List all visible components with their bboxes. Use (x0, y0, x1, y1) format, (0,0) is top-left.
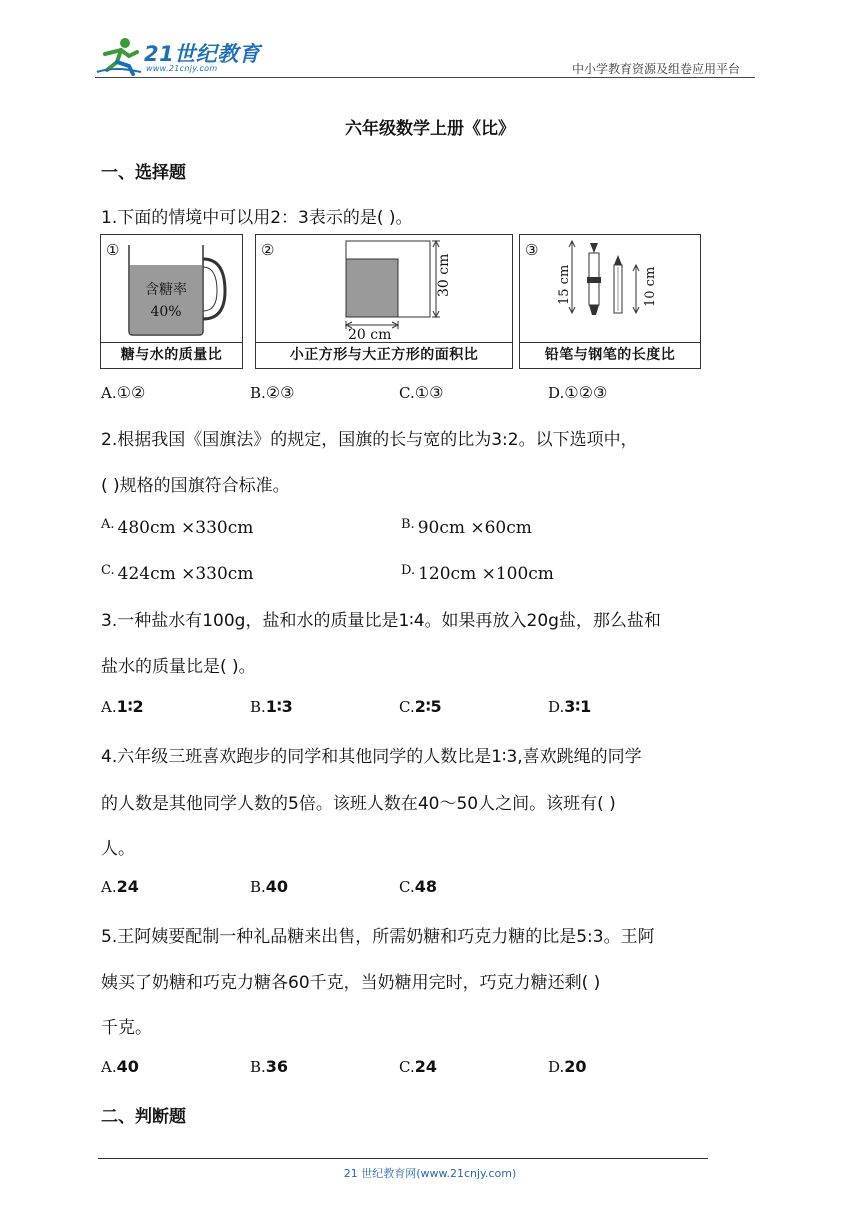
question-4-line-3: 人。 (101, 839, 135, 859)
header-tagline: 中小学教育资源及组卷应用平台 (572, 62, 741, 76)
question-3-line-2: 盐水的质量比是( )。 (101, 657, 256, 677)
question-4-line-1: 4.六年级三班喜欢跑步的同学和其他同学的人数比是1∶3,喜欢跳绳的同学 (101, 747, 642, 767)
q3-option-b[interactable]: B.1∶3 (250, 697, 293, 716)
q3-option-c[interactable]: C.2∶5 (399, 697, 442, 716)
question-5-line-1: 5.王阿姨要配制一种礼品糖来出售，所需奶糖和巧克力糖的比是5:3。王阿 (101, 927, 655, 947)
question-3-line-1: 3.一种盐水有100g，盐和水的质量比是1∶4。如果再放入20g盐，那么盐和 (101, 611, 661, 631)
panel-caption: 铅笔与钢笔的长度比 (520, 342, 700, 368)
q1-option-a[interactable]: A.①② (101, 383, 146, 402)
q1-option-d[interactable]: D.①②③ (548, 383, 608, 402)
panel-number: ① (106, 241, 120, 259)
q5-option-c[interactable]: C.24 (399, 1057, 437, 1076)
q2-option-c[interactable]: $^{C.}$ 424cm ×330cm (101, 563, 254, 584)
dim-width: 20 cm (348, 327, 392, 341)
panel-caption: 小正方形与大正方形的面积比 (256, 342, 512, 368)
logo-url: www.21cnjy.com (146, 64, 218, 73)
q3-option-d[interactable]: D.3∶1 (548, 697, 592, 716)
q4-option-a[interactable]: A.24 (101, 877, 139, 896)
q5-option-a[interactable]: A.40 (101, 1057, 139, 1076)
q1-option-b[interactable]: B.②③ (250, 383, 295, 402)
q5-option-d[interactable]: D.20 (548, 1057, 587, 1076)
q2-option-b[interactable]: $^{B.}$ 90cm ×60cm (401, 517, 532, 538)
section-heading-judgement: 二、判断题 (101, 1107, 186, 1127)
q1-panel-1 (100, 234, 243, 369)
footer-text: 21 世纪教育网(www.21cnjy.com) (343, 1167, 517, 1180)
dim-pen: 15 cm (557, 264, 572, 305)
panel-number: ② (261, 241, 275, 259)
q2-option-d[interactable]: $^{D.}$ 120cm ×100cm (401, 563, 554, 584)
document-title: 六年级数学上册《比》 (345, 119, 515, 139)
q4-option-b[interactable]: B.40 (250, 877, 289, 896)
panel-number: ③ (525, 241, 539, 259)
cup-label: 含糖率 (145, 282, 187, 298)
q1-panel-2 (255, 234, 513, 369)
question-2-line-1: 2.根据我国《国旗法》的规定，国旗的长与宽的比为3:2。以下选项中， (101, 430, 638, 450)
q4-option-c[interactable]: C.48 (399, 877, 437, 896)
question-4-line-2: 的人数是其他同学人数的5倍。该班人数在40～50人之间。该班有( ) (101, 794, 616, 814)
pen-pencil-icon (550, 237, 690, 341)
header-divider (95, 77, 755, 78)
dim-height: 30 cm (436, 253, 452, 297)
dim-pencil: 10 cm (643, 266, 658, 307)
footer-divider (98, 1158, 708, 1159)
q3-option-a[interactable]: A.1∶2 (101, 697, 144, 716)
question-1-text: 1.下面的情境中可以用2：3表示的是( )。 (101, 208, 413, 228)
cup-value: 40% (150, 304, 182, 320)
measuring-cup-icon (121, 241, 231, 337)
q2-option-a[interactable]: $^{A.}$ 480cm ×330cm (101, 517, 254, 538)
q1-option-c[interactable]: C.①③ (399, 383, 444, 402)
q1-panel-3 (519, 234, 701, 369)
question-2-line-2: ( )规格的国旗符合标准。 (101, 476, 290, 496)
squares-diagram (336, 237, 506, 341)
question-5-line-2: 姨买了奶糖和巧克力糖各60千克，当奶糖用完时，巧克力糖还剩( ) (101, 973, 601, 993)
q5-option-b[interactable]: B.36 (250, 1057, 289, 1076)
panel-caption: 糖与水的质量比 (101, 342, 242, 368)
section-heading-choice: 一、选择题 (101, 163, 186, 183)
question-5-line-3: 千克。 (101, 1018, 152, 1038)
logo-text: 21世纪教育 (144, 42, 261, 66)
